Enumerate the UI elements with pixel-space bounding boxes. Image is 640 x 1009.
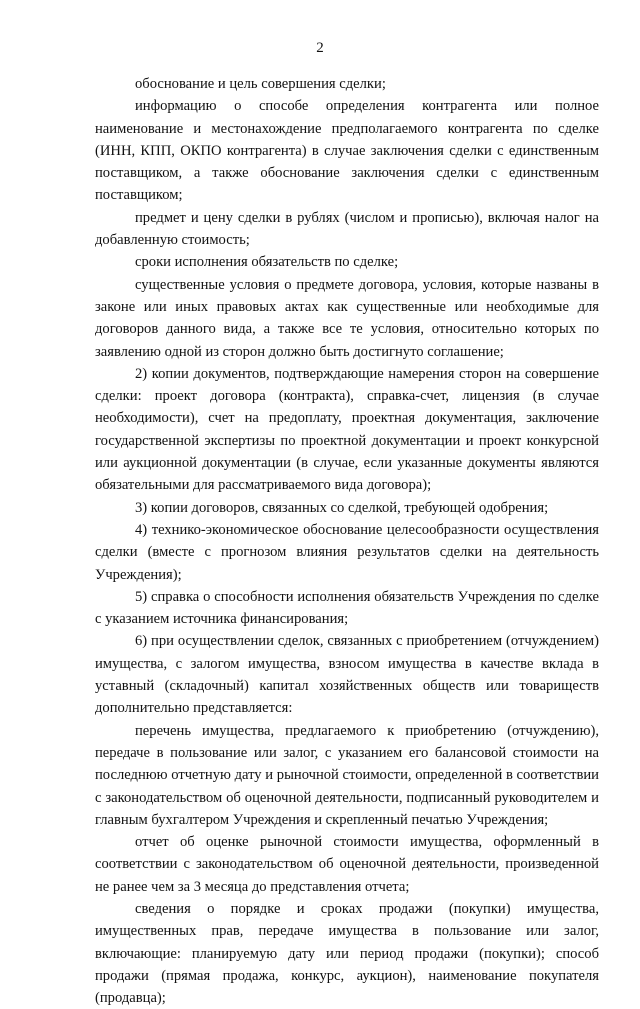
paragraph-deadlines: сроки исполнения обязательств по сделке; xyxy=(135,254,399,271)
page-number: 2 xyxy=(316,40,324,56)
paragraph-item-2: 2) копии документов, подтверждающие намерения сторон на совершение сделки: проект договора (контракта), справка-счет, лицензия (в случае необходимости), счет на предоплату, проектная документация, заключение государственной экспертизы по проектной документации и проект конкурсной или аукционной документации (в случае, если указанные документы являются обязательными для рассматриваемого вида договора); xyxy=(95,365,599,494)
paragraph-purpose: обоснование и цель совершения сделки; xyxy=(135,76,386,92)
paragraph-subject-price: предмет и цену сделки в рублях (числом и прописью), включая налог на добавленную стоимость; xyxy=(95,209,599,249)
paragraph-item-3: 3) копии договоров, связанных со сделкой, требующей одобрения; xyxy=(135,499,549,516)
paragraph-valuation-report: отчет об оценке рыночной стоимости имущества, оформленный в соответствии с законодательством об оценочной деятельности, произведенной не ранее чем за 3 месяца до представления отчета; xyxy=(95,834,599,895)
paragraph-essential-terms: существенные условия о предмете договора, условия, которые названы в законе или иных правовых актах как существенные или необходимые для договоров данного вида, а также все те условия, относительно которых по заявлению одной из сторон должно быть достигнуто соглашение; xyxy=(95,276,599,360)
paragraph-property-list: перечень имущества, предлагаемого к приобретению (отчуждению), передаче в пользование или залог, с указанием его балансовой стоимости на последнюю отчетную дату и рыночной стоимости, определенной в соответствии с законодательством об оценочной деятельности, подписанный руководителем и главным бухгалтером Учреждения и скрепленный печатью Учреждения; xyxy=(95,722,599,828)
paragraph-counterparty-info: информацию о способе определения контрагента или полное наименование и местонахождение предполагаемого контрагента по сделке (ИНН, КПП, ОКПО контрагента) в случае заключения сделки с единственным поставщиком, а также обоснование заключения сделки с единственным поставщиком; xyxy=(95,98,599,204)
document-body xyxy=(95,73,599,1009)
paragraph-item-4: 4) технико-экономическое обоснование целесообразности осуществления сделки (вместе с прогнозом влияния результатов сделки на деятельность Учреждения); xyxy=(95,521,599,583)
paragraph-item-5: 5) справка о способности исполнения обязательств Учреждения по сделке с указанием источника финансирования; xyxy=(95,588,599,628)
paragraph-item-6: 6) при осуществлении сделок, связанных с приобретением (отчуждением) имущества, с залогом имущества, взносом имущества в качестве вклада в уставный (складочный) капитал хозяйственных обществ или товариществ дополнительно представляется: xyxy=(95,633,599,717)
paragraph-sale-terms: сведения о порядке и сроках продажи (покупки) имущества, имущественных прав, передаче имущества в пользование или залог, включающие: планируемую дату или период продажи (покупки); способ продажи (прямая продажа, конкурс, аукцион), наименование покупателя (продавца); xyxy=(95,900,599,1007)
